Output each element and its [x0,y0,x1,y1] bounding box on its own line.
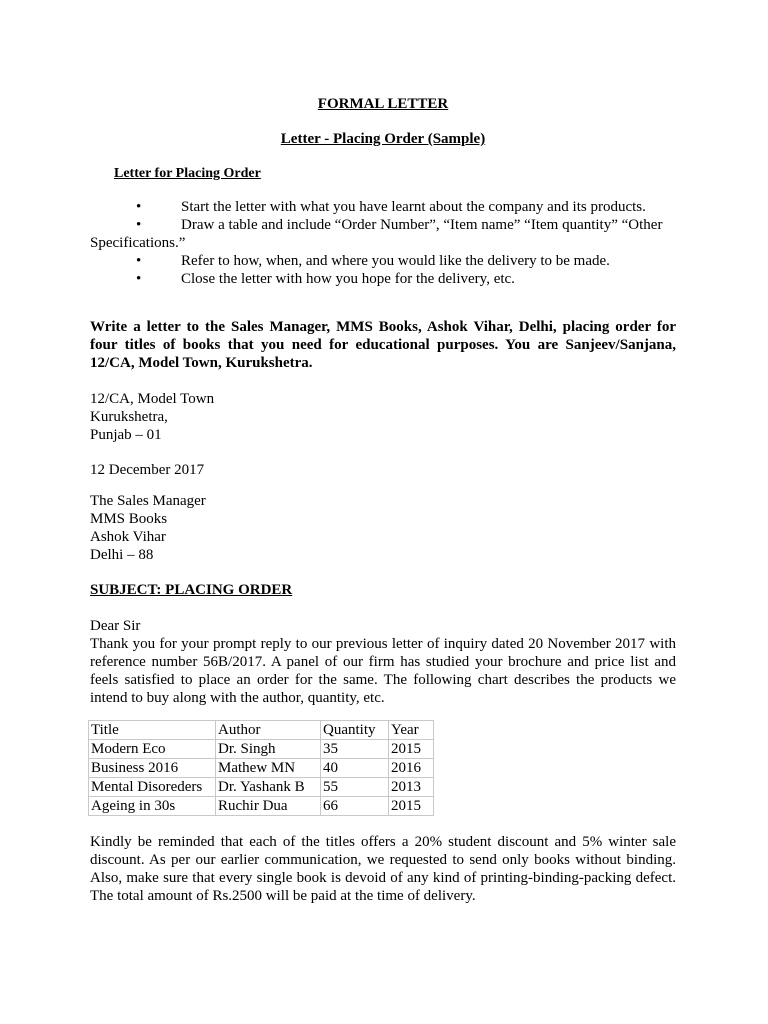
bullet-icon: • [136,217,142,233]
letter-date: 12 December 2017 [90,462,205,478]
paragraph-line: Also, make sure that every single book is devoid of any kind of printing-binding-packing defect. [90,870,676,886]
table-cell: 2015 [389,797,434,816]
order-table [88,720,434,816]
table-cell: Dr. Yashank B [216,778,321,797]
sender-address [90,390,214,444]
task-prompt [90,318,676,372]
paragraph-line: The total amount of Rs.2500 will be paid at the time of delivery. [90,888,476,904]
list-item-text-continued [90,234,676,252]
table-row [89,797,434,816]
table-row [89,740,434,759]
list-item [136,270,676,288]
address-line: MMS Books [90,511,168,527]
list-item-text: Draw a table and include “Order Number”, “Item name” “Item quantity” “Other [181,217,663,233]
table-cell: Ruchir Dua [216,797,321,816]
address-line: Ashok Vihar [90,529,166,545]
address-line: Kurukshetra, [90,409,168,425]
table-cell: 55 [321,778,389,797]
list-item [136,252,676,270]
bullet-icon: • [136,199,142,215]
table-cell: 35 [321,740,389,759]
table-row [89,759,434,778]
table-cell: 2013 [389,778,434,797]
address-line: 12/CA, Model Town [90,391,215,407]
list-item [90,216,676,252]
table-cell: Business 2016 [89,759,216,778]
table-header-cell: Author [216,721,321,740]
list-item [136,198,676,216]
recipient-address [90,492,206,564]
paragraph-line: discount. As per our earlier communication, we requested to send only books without binding. [90,852,676,868]
table-cell: Modern Eco [89,740,216,759]
section-heading: Letter for Placing Order [114,166,261,181]
task-line: 12/CA, Model Town, Kurukshetra. [90,355,313,371]
table-cell: 2015 [389,740,434,759]
letter-subject: SUBJECT: PLACING ORDER [90,582,293,598]
task-line: Write a letter to the Sales Manager, MMS Books, Ashok Vihar, Delhi, placing order for [90,319,676,335]
body-paragraph-2 [90,833,676,905]
instruction-list [90,198,676,288]
body-paragraph-1 [90,635,676,707]
document-title: FORMAL LETTER [317,96,449,112]
document-subtitle: Letter - Placing Order (Sample) [280,131,486,147]
table-cell: 2016 [389,759,434,778]
paragraph-line: reference number 56B/2017. A panel of our firm has studied your brochure and price list and [90,654,676,670]
list-item-text: Close the letter with how you hope for the delivery, etc. [181,271,515,287]
list-item-text: Specifications.” [90,235,186,251]
paragraph-line: intend to buy along with the author, quantity, etc. [90,690,385,706]
table-header-cell: Year [389,721,434,740]
table-row [89,778,434,797]
table-cell: 40 [321,759,389,778]
table-cell: Mental Disoreders [89,778,216,797]
paragraph-line: Kindly be reminded that each of the titles offers a 20% student discount and 5% winter sale [90,834,676,850]
task-line: four titles of books that you need for educational purposes. You are Sanjeev/Sanjana, [90,337,676,353]
bullet-icon: • [136,271,142,287]
table-header-row [89,721,434,740]
table-cell: Ageing in 30s [89,797,216,816]
table-header-cell: Title [89,721,216,740]
table-header-cell: Quantity [321,721,389,740]
table-cell: Mathew MN [216,759,321,778]
table-cell: 66 [321,797,389,816]
table-cell: Dr. Singh [216,740,321,759]
list-item-text: Start the letter with what you have learnt about the company and its products. [181,199,646,215]
address-line: Delhi – 88 [90,547,154,563]
paragraph-line: feels satisfied to place an order for the same. The following chart describes the products we [90,672,676,688]
salutation: Dear Sir [90,618,141,634]
bullet-icon: • [136,253,142,269]
list-item-text: Refer to how, when, and where you would like the delivery to be made. [181,253,610,269]
address-line: Punjab – 01 [90,427,162,443]
paragraph-line: Thank you for your prompt reply to our previous letter of inquiry dated 20 November 2017 with [90,636,676,652]
address-line: The Sales Manager [90,493,206,509]
